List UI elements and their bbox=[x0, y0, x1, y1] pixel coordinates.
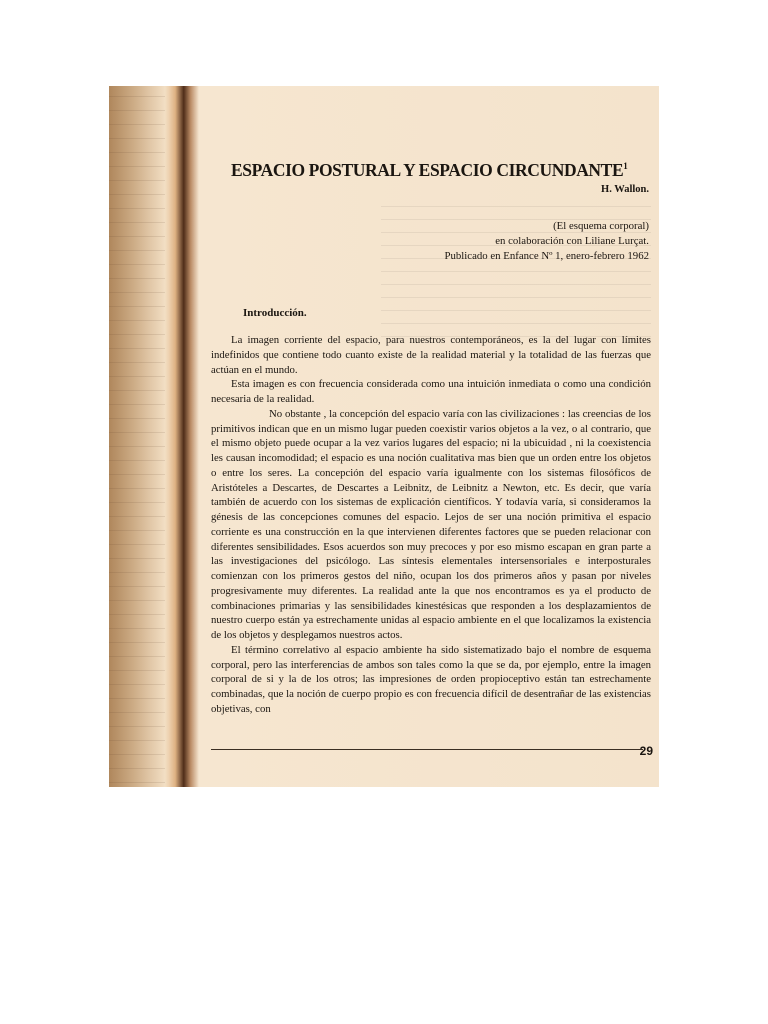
paragraph: El término correlativo al espacio ambiente ha sido sistematizado bajo el nombre de esquema corporal, pero las interferencias de ambos son tales como la que se da, por ejemplo, entre la imagen corporal de si y la de los otros; las impresiones de orden propioceptivo están tan estrechamente combinadas, que la noción de cuerpo propio es con frecuencia difícil de desentrañar de las existencias objetivas, con bbox=[211, 643, 651, 715]
article-title-text: ESPACIO POSTURAL Y ESPACIO CIRCUNDANTE bbox=[231, 160, 624, 180]
facing-page-edge bbox=[109, 86, 165, 787]
paragraph: Esta imagen es con frecuencia considerada como una intuición inmediata o como una condición necesaria de la realidad. bbox=[211, 378, 651, 405]
paragraph: No obstante , la concepción del espacio varía con las civilizaciones : las creencias de los primitivos indican que en un mismo lugar pueden coexistir varios objetos a la vez, o al contrario, que el mismo objeto puede ocupar a la vez varios lugares del espacio; ni la ubicuidad , ni la coexistencia les causan incomodidad; el espacio es una noción cualitativa mas bien que un orden entre los objetos o entre los seres. La concepción del espacio varía igualmente con los sistemas filosóficos de Aristóteles a Descartes, de Descartes a Leibnitz, de Leibnitz a Newton, etc. Es decir, que varía también de acuerdo con los sistemas de explicación científicos. Y todavía varía, si consideramos la génesis de las concepciones comunes del espacio. Lejos de ser una noción primitiva el espacio corriente es una construcción en la que intervienen diferentes factores que se pueden relacionar con diferentes sensibilidades. Esos acuerdos son muy precoces y por eso mismo escapan en gran parte a las investigaciones del psicólogo. Las síntesis elementales intersensoriales e interposturales comienzan con los primeros gestos del niño, ocupan los dos primeros años y pasan por niveles progresivamente muy diferentes. La realidad ante la que nos encontramos es ya el producto de combinaciones primarias y las sensibilidades kinestésicas que responden a los desplazamientos de nuestro cuerpo están ya estrechamente unidas al espacio ambiente en el que localizamos la existencia de los objetos y desplegamos nuestros actos. bbox=[211, 407, 651, 641]
body-text bbox=[211, 333, 651, 717]
scanned-book-page bbox=[109, 86, 659, 787]
paragraph: La imagen corriente del espacio, para nuestros contemporáneos, es la del lugar con límites indefinidos que contiene todo cuanto existe de la realidad material y la totalidad de las fuerzas que actúan en el mundo. bbox=[211, 334, 651, 376]
credit-line: Publicado en Enfance Nº 1, enero-febrero 1962 bbox=[444, 250, 649, 262]
page-number: 29 bbox=[639, 744, 653, 758]
article-author: H. Wallon. bbox=[601, 184, 649, 195]
article-title bbox=[231, 160, 627, 181]
publication-credits bbox=[444, 219, 649, 264]
footer-rule bbox=[211, 749, 643, 750]
book-gutter-shadow bbox=[165, 86, 199, 787]
footnote-marker: 1 bbox=[623, 161, 628, 172]
credit-line: (El esquema corporal) bbox=[553, 220, 649, 232]
section-heading: Introducción. bbox=[243, 307, 307, 319]
page-content bbox=[201, 86, 659, 787]
credit-line: en colaboración con Liliane Lurçat. bbox=[495, 235, 649, 247]
